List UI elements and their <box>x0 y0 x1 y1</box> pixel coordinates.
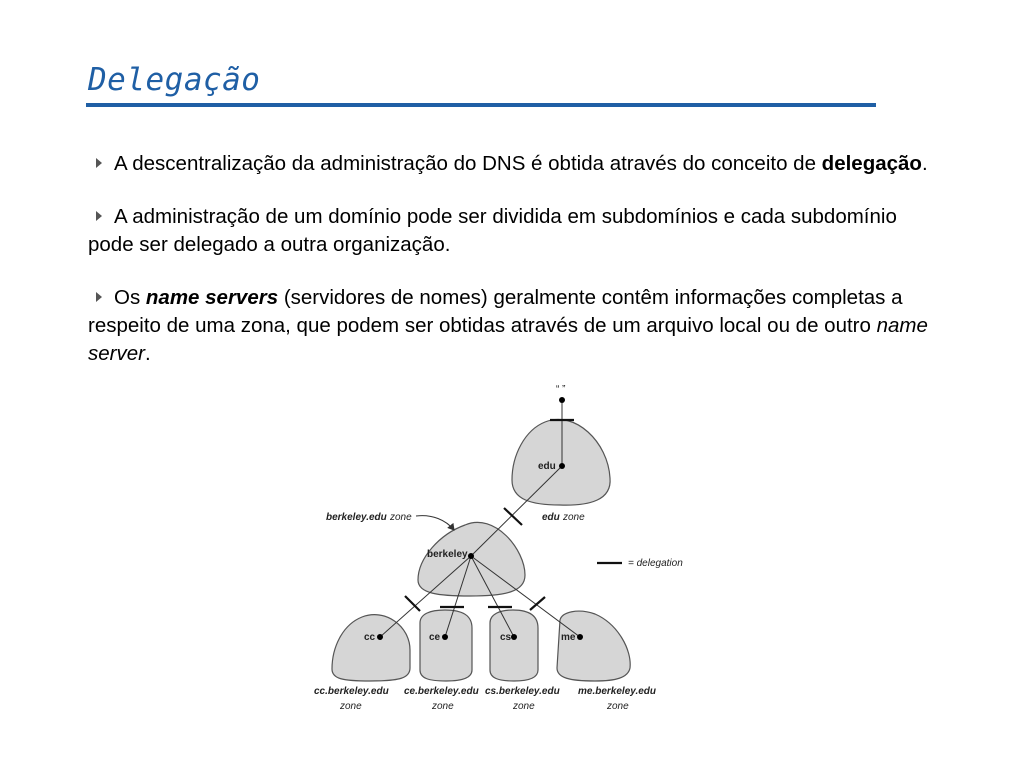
bullet-text: (servidores de nomes) geralmente contêm informações completas a respeito de uma zona, que podem ser obtidas através de um arquivo local ou de outro <box>88 286 903 337</box>
cc-zone-word: zone <box>340 701 362 712</box>
ce-zone-word: zone <box>432 701 454 712</box>
bullet-text: . <box>921 152 928 175</box>
edu-zone-name: edu <box>542 512 560 523</box>
me-zone-name: me.berkeley.edu <box>578 686 657 697</box>
ce-node-dot <box>442 634 448 640</box>
bullet-bold-term: delegação <box>821 152 922 175</box>
berkeley-node-dot <box>468 553 474 559</box>
delegation-mark-me <box>530 597 545 610</box>
edu-zone-word: zone <box>563 512 585 523</box>
me-zone-blob <box>557 611 630 681</box>
berkeley-node-label: berkeley <box>427 549 468 560</box>
cc-zone-blob <box>332 615 410 681</box>
me-node-dot <box>577 634 583 640</box>
berkeley-zone-name: berkeley.edu <box>326 512 387 523</box>
root-node-dot <box>559 397 565 403</box>
ce-zone-blob <box>420 610 472 681</box>
zone-pointer-arrow <box>416 516 454 530</box>
cc-zone-name: cc.berkeley.edu <box>314 686 389 697</box>
me-node-label: me <box>561 632 576 643</box>
cs-node-label: cs <box>500 632 512 643</box>
cs-zone-word: zone <box>513 701 535 712</box>
bullet-bold-italic-term: name servers <box>145 286 279 309</box>
edu-node-label: edu <box>538 461 556 472</box>
cs-zone-blob <box>490 610 538 681</box>
bullet-text: A descentralização da administração do DNS é obtida através do conceito de <box>114 152 822 175</box>
ce-zone-name: ce.berkeley.edu <box>404 686 479 697</box>
bullet-text: A administração de um domínio pode ser dividida em subdomínios e cada subdomínio pode ser delegado a outra organização. <box>88 205 897 256</box>
edu-zone-blob <box>512 419 610 505</box>
cc-node-dot <box>377 634 383 640</box>
legend-text: = delegation <box>628 558 683 569</box>
bullet-italic-term: name server <box>88 314 928 365</box>
berkeley-zone-word: zone <box>390 512 412 523</box>
edu-node-dot <box>559 463 565 469</box>
bullet-text: . <box>144 342 151 365</box>
cc-node-label: cc <box>364 632 376 643</box>
bullet-text: Os <box>114 286 146 309</box>
cs-node-dot <box>511 634 517 640</box>
delegation-mark-edu-berkeley <box>504 508 522 525</box>
ce-node-label: ce <box>429 632 441 643</box>
cs-zone-name: cs.berkeley.edu <box>485 686 560 697</box>
slide-title: Delegação <box>88 62 261 98</box>
root-label: “ ” <box>556 384 566 395</box>
me-zone-word: zone <box>607 701 629 712</box>
